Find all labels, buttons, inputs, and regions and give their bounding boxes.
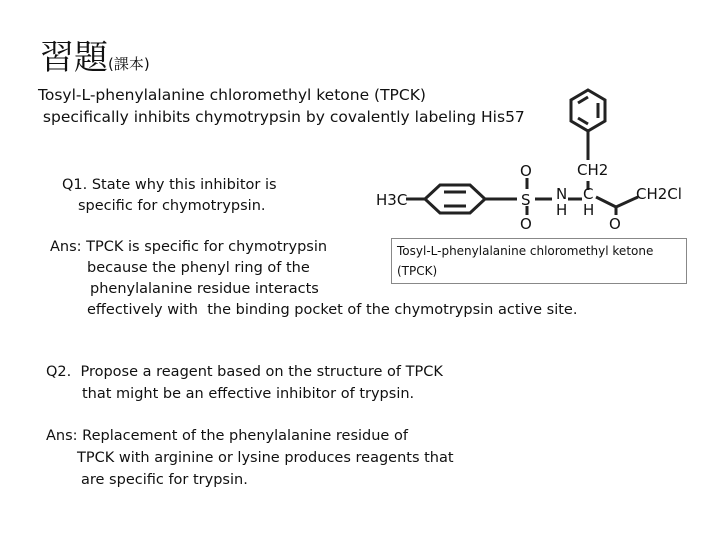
q2-line-2: that might be an effective inhibitor of trypsin.: [82, 386, 415, 402]
carbon-ketone-bond: [596, 197, 616, 207]
benzyl-phenyl-ring: [571, 90, 605, 131]
ans1-line-1: Ans: TPCK is specific for chymotrypsin: [50, 239, 328, 255]
title-main: 習題: [40, 38, 108, 78]
benzyl-ring-inner-bond: [578, 118, 588, 124]
sulfonyl-oxygen-bottom-label: O: [520, 215, 532, 233]
caption-line-1: Tosyl-L-phenylalanine chloromethyl ketone: [397, 244, 654, 258]
slide-title: [40, 38, 150, 84]
ans1-line-3: phenylalanine residue interacts: [90, 281, 319, 297]
sulfur-label: S: [521, 191, 531, 209]
title-sub: (課本): [108, 55, 150, 73]
answer-2: [46, 425, 454, 491]
ans2-line-3: are specific for trypsin.: [81, 472, 248, 488]
ans2-line-2: TPCK with arginine or lysine produces reagents that: [77, 450, 454, 466]
question-2: [46, 361, 443, 405]
sulfonyl-oxygen-top-label: O: [520, 162, 532, 180]
caption-line-2: (TPCK): [397, 264, 438, 278]
alpha-hydrogen-label: H: [583, 201, 595, 219]
structure-caption-box: [391, 238, 687, 284]
ans1-line-2: because the phenyl ring of the: [87, 260, 310, 276]
question-1: [62, 175, 277, 217]
ans1-line-4: effectively with the binding pocket of the chymotrypsin active site.: [87, 302, 578, 318]
intro-line-2: specifically inhibits chymotrypsin by covalently labeling His57: [38, 108, 525, 126]
q1-line-1: Q1. State why this inhibitor is: [62, 177, 277, 193]
benzyl-ring-inner-bond: [578, 97, 588, 103]
ketone-ch2cl-bond: [616, 197, 638, 207]
ketone-oxygen-label: O: [609, 215, 621, 233]
alpha-carbon-label: C: [583, 185, 594, 203]
q2-line-1: Q2. Propose a reagent based on the structure of TPCK: [46, 364, 443, 380]
ans2-line-1: Ans: Replacement of the phenylalanine residue of: [46, 428, 408, 444]
h3c-label: H3C: [376, 191, 408, 209]
q1-line-2: specific for chymotrypsin.: [78, 198, 266, 214]
nitrogen-hydrogen-label: H: [556, 201, 568, 219]
ch2-label: CH2: [577, 161, 609, 179]
nitrogen-label: N: [556, 185, 568, 203]
tosyl-ring: [425, 185, 485, 213]
ch2cl-label: CH2Cl: [636, 185, 682, 203]
intro-line-1: Tosyl-L-phenylalanine chloromethyl ketone (TPCK): [38, 86, 426, 104]
tpck-structure-diagram: [360, 75, 690, 235]
